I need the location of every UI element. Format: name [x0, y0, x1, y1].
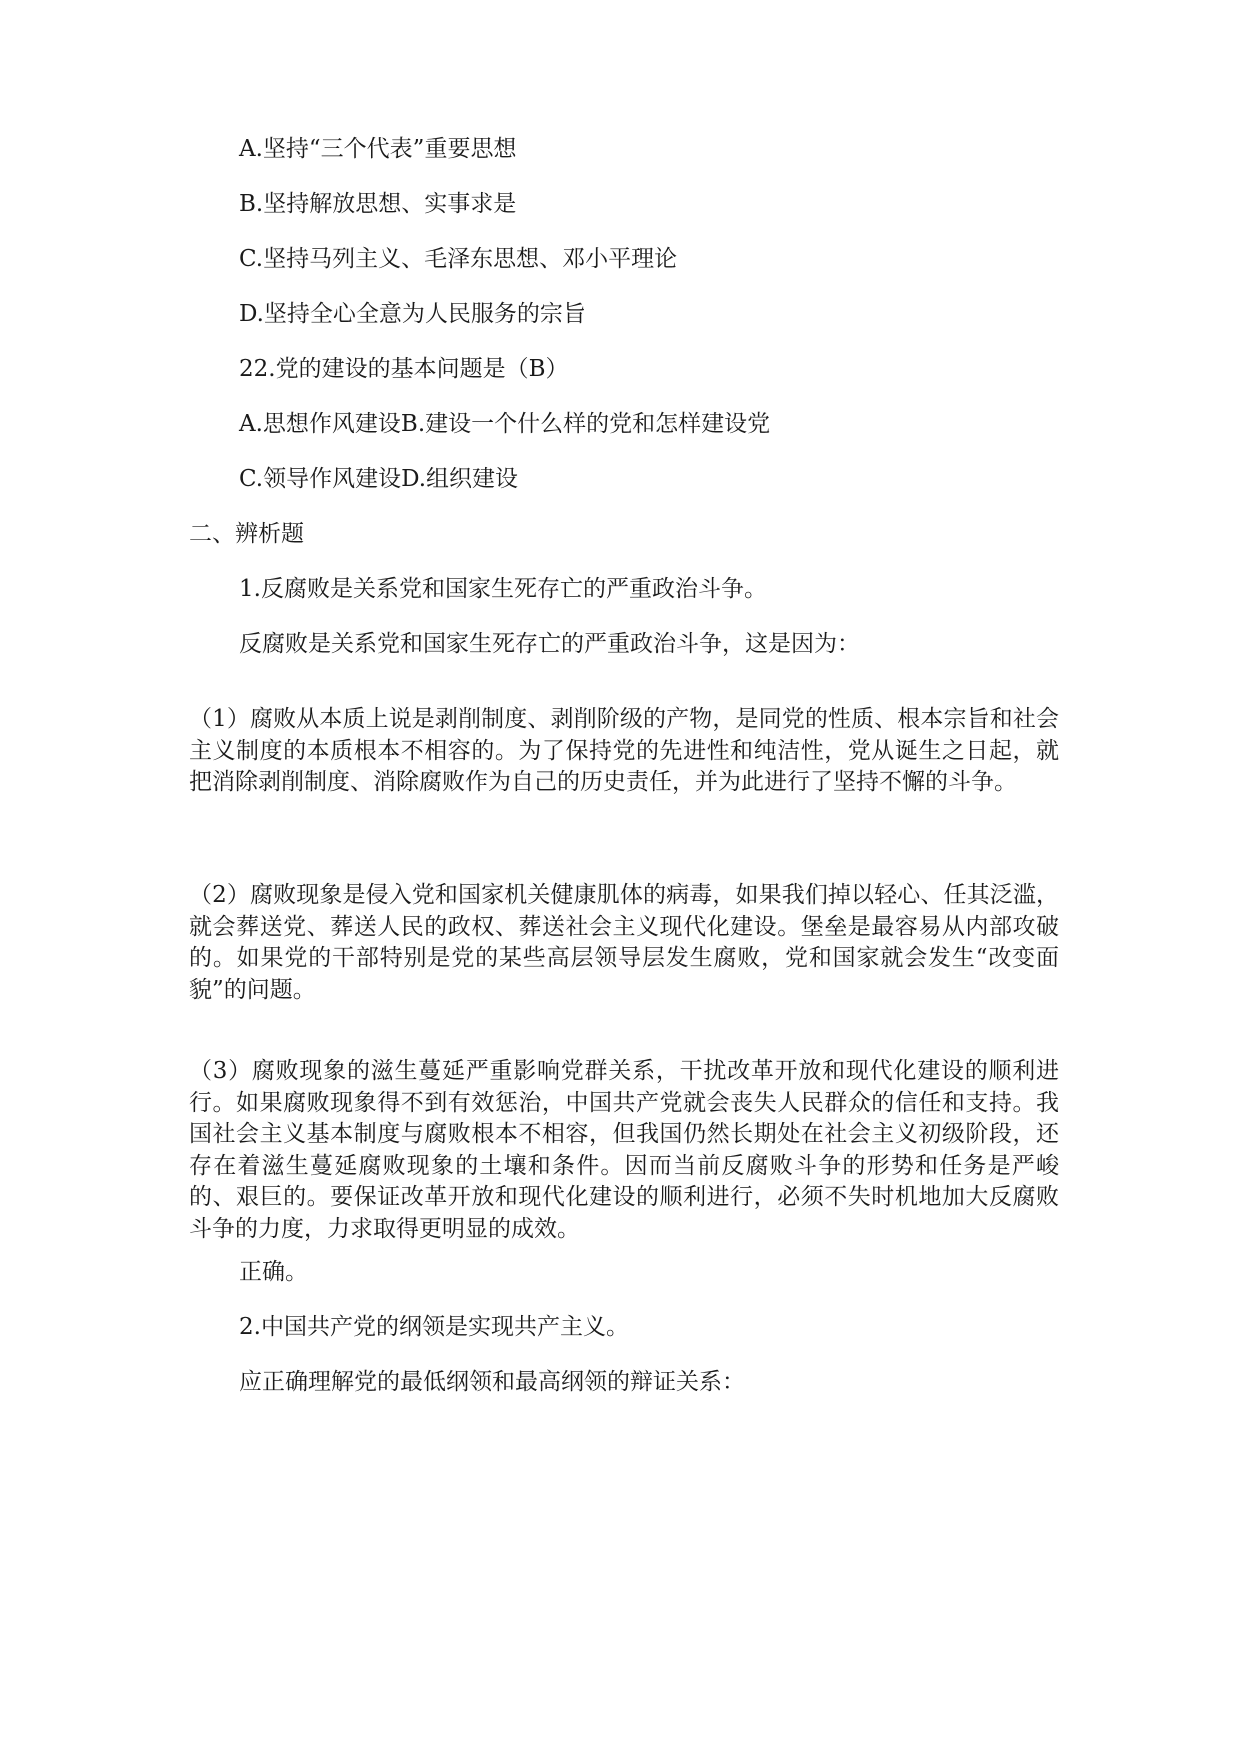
q21-option-c: C.坚持马列主义、毛泽东思想、邓小平理论	[239, 246, 678, 272]
item1-verdict: 正确。	[239, 1259, 308, 1285]
item1-intro: 反腐败是关系党和国家生死存亡的严重政治斗争，这是因为：	[239, 631, 860, 657]
q21-option-d: D.坚持全心全意为人民服务的宗旨	[239, 301, 586, 327]
item2-statement: 2.中国共产党的纲领是实现共产主义。	[239, 1314, 629, 1340]
item1-point-2: （2）腐败现象是侵入党和国家机关健康肌体的病毒，如果我们掉以轻心、任其泛滥，就会葬送党、葬送人民的政权、葬送社会主义现代化建设。堡垒是最容易从内部攻破的。如果党的干部特别是党的某些高层领导层发生腐败，党和国家就会发生“改变面貌”的问题。	[189, 882, 1059, 1003]
item1-statement: 1.反腐败是关系党和国家生死存亡的严重政治斗争。	[239, 576, 767, 602]
section-heading: 二、辨析题	[189, 521, 304, 547]
item2-intro: 应正确理解党的最低纲领和最高纲领的辩证关系：	[239, 1369, 745, 1395]
q22-stem: 22.党的建设的基本问题是（B）	[239, 356, 569, 382]
q21-option-b: B.坚持解放思想、实事求是	[239, 191, 517, 217]
q21-option-a: A.坚持“三个代表”重要思想	[239, 136, 517, 162]
q22-options-cd: C.领导作风建设D.组织建设	[239, 466, 519, 492]
q22-options-ab: A.思想作风建设B.建设一个什么样的党和怎样建设党	[239, 411, 771, 437]
item1-point-3: （3）腐败现象的滋生蔓延严重影响党群关系，干扰改革开放和现代化建设的顺利进行。如果腐败现象得不到有效惩治，中国共产党就会丧失人民群众的信任和支持。我国社会主义基本制度与腐败根本不相容，但我国仍然长期处在社会主义初级阶段，还存在着滋生蔓延腐败现象的土壤和条件。因而当前反腐败斗争的形势和任务是严峻的、艰巨的。要保证改革开放和现代化建设的顺利进行，必须不失时机地加大反腐败斗争的力度，力求取得更明显的成效。	[189, 1058, 1059, 1242]
item1-point-1: （1）腐败从本质上说是剥削制度、剥削阶级的产物，是同党的性质、根本宗旨和社会主义制度的本质根本不相容的。为了保持党的先进性和纯洁性，党从诞生之日起，就把消除剥削制度、消除腐败作为自己的历史责任，并为此进行了坚持不懈的斗争。	[189, 706, 1059, 795]
